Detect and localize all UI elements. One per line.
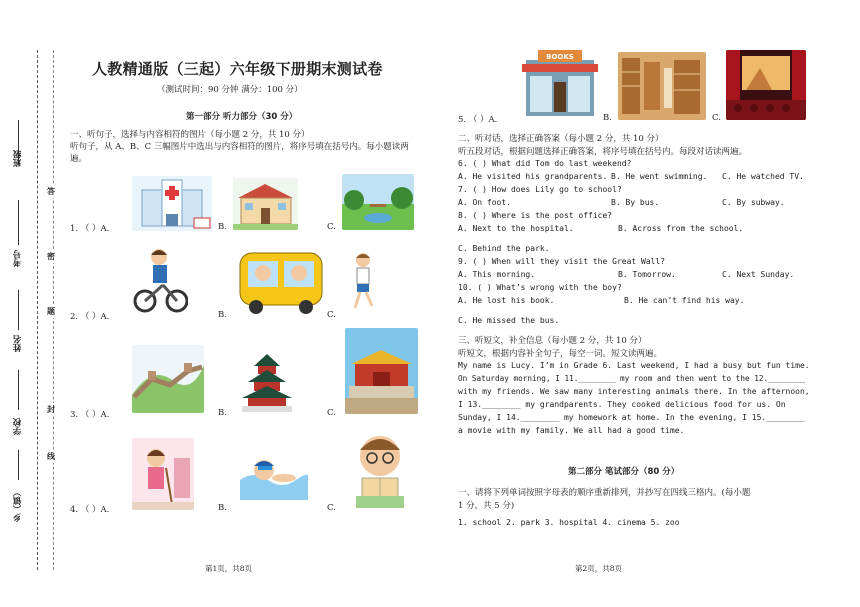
q8-option-c: C. Behind the park.	[458, 244, 550, 253]
boy-running-image	[345, 250, 380, 315]
passage-line: On Saturday morning, I 11.________ my room and then went to the 12.________	[458, 374, 806, 383]
passage-line: a movie with my family. We all had a good time.	[458, 426, 685, 435]
section2-instruction: 听五段对话，根据问题选择正确答案，将序号填在括号内。每段对话读两遍。	[458, 147, 748, 157]
bookstore-image	[522, 48, 598, 120]
school-label: 学校	[13, 418, 23, 435]
q10-option-a: A. He lost his book.	[458, 296, 555, 305]
q3-answer-blank[interactable]: （ ）	[80, 410, 101, 420]
seal-char: 题	[47, 307, 55, 316]
q10-question: 10. ( ) What’s wrong with the boy?	[458, 283, 622, 292]
part2-heading: 第二部分 笔试部分（80 分）	[568, 467, 680, 477]
girl-cleaning-image	[132, 438, 194, 510]
great-wall-image	[132, 345, 204, 413]
q6-option-b: B. He went swimming.	[611, 172, 708, 181]
exam-no-line	[18, 200, 19, 245]
seal-char: 答	[47, 187, 55, 196]
passage-line: Sunday, I 14.________ my homework at home. In the evening, I 15.________	[458, 413, 805, 422]
q3-option-b: B.	[218, 408, 227, 418]
boy-reading-image	[342, 428, 418, 510]
school-image	[233, 178, 298, 230]
passage-line: with my friends. We saw many interesting animals there. In the afternoon,	[458, 387, 810, 396]
boy-riding-bike-image	[133, 245, 188, 315]
q8-option-b: B. Across from the school.	[618, 224, 744, 233]
q6-question: 6. ( ) What did Tom do last weekend?	[458, 159, 632, 168]
section3-title: 三、听短文，补全信息（每小题 2 分，共 10 分）	[458, 336, 647, 346]
exam-no-label: 考号	[13, 250, 23, 267]
kids-on-bus-image	[236, 245, 326, 317]
q2-label: 2. （ ）A.	[70, 312, 110, 322]
q7-option-b: B. By bus.	[611, 198, 660, 207]
library-image	[618, 52, 706, 120]
forbidden-city-image	[345, 328, 418, 414]
word-list: 1. school 2. park 3. hospital 4. cinema 5. zoo	[458, 518, 680, 527]
seal-char: 线	[47, 452, 55, 461]
cinema-image	[726, 50, 806, 120]
park-image	[342, 174, 414, 230]
section1-instruction: 听句子，从 A、B、C 三幅图片中选出与内容相符的图片，将序号填在括号内。每小题读两遍。	[70, 142, 409, 164]
page-title: 人教精通版（三起）六年级下册期末测试卷	[92, 60, 383, 78]
town-line	[18, 450, 19, 480]
class-label: 班级	[13, 150, 23, 167]
q5-label: 5. （ ）A.	[458, 115, 498, 125]
exam-info: （测试时间：90 分钟 满分：100 分）	[157, 85, 303, 95]
q1-option-c: C.	[327, 222, 336, 232]
q3-label: 3. （ ）A.	[70, 410, 110, 420]
boy-swimming-image	[236, 440, 308, 510]
hospital-image	[132, 176, 212, 231]
seal-char: 封	[47, 405, 55, 414]
q1-answer-blank[interactable]: （ ）	[80, 224, 101, 234]
q1-label: 1. （ ）A.	[70, 224, 110, 234]
q2-answer-blank[interactable]: （ ）	[80, 312, 101, 322]
name-line	[18, 290, 19, 330]
part1-heading: 第一部分 听力部分（30 分）	[186, 112, 298, 122]
town-label: 乡（镇）	[13, 488, 23, 522]
svg-text:BOOKS: BOOKS	[546, 53, 574, 61]
part2-section1-title: 一、请将下列单词按照字母表的顺序重新排列，并抄写在四线三格内。(每小题	[458, 488, 751, 498]
q9-option-a: A. This morning.	[458, 270, 536, 279]
q4-answer-blank[interactable]: （ ）	[80, 505, 101, 515]
page-number-left: 第1页，共8页	[205, 564, 253, 573]
q5-answer-blank[interactable]: （ ）	[468, 115, 489, 125]
q4-option-c: C.	[327, 503, 336, 513]
q2-option-c: C.	[327, 310, 336, 320]
q7-option-c: C. By subway.	[722, 198, 785, 207]
q8-option-a: A. Next to the hospital.	[458, 224, 574, 233]
q3-option-c: C.	[327, 408, 336, 418]
part2-section1-title-cont: 1 分，共 5 分)	[458, 501, 515, 511]
q10-option-c: C. He missed the bus.	[458, 316, 560, 325]
q4-label: 4. （ ）A.	[70, 505, 110, 515]
passage-line: My name is Lucy. I’m in Grade 6. Last weekend, I had a busy but fun time.	[458, 361, 810, 370]
q8-question: 8. ( ) Where is the post office?	[458, 211, 613, 220]
section2-title: 二、听对话，选择正确答案（每小题 2 分，共 10 分）	[458, 134, 664, 144]
passage-line: I 13.________ my grandparents. They cooked delicious food for us. On	[458, 400, 786, 409]
q6-option-c: C. He watched TV.	[722, 172, 804, 181]
q10-option-b: B. He can’t find his way.	[624, 296, 745, 305]
q2-option-b: B.	[218, 310, 227, 320]
q9-question: 9. ( ) When will they visit the Great Wall?	[458, 257, 666, 266]
section3-instruction: 听短文，根据内容补全句子，每空一词。短文读两遍。	[458, 349, 663, 359]
q9-option-c: C. Next Sunday.	[722, 270, 795, 279]
section1-title: 一、听句子，选择与内容相符的图片（每小题 2 分，共 10 分）	[70, 130, 310, 140]
q9-option-b: B. Tomorrow.	[618, 270, 676, 279]
q5-option-b: B.	[603, 113, 612, 123]
school-line	[18, 370, 19, 410]
q5-option-c: C.	[712, 113, 721, 123]
q7-option-a: A. On foot.	[458, 198, 511, 207]
q7-question: 7. ( ) How does Lily go to school?	[458, 185, 622, 194]
q1-option-b: B.	[218, 222, 227, 232]
binding-dashed-line	[37, 50, 38, 570]
seal-char: 密	[47, 252, 55, 261]
q6-option-a: A. He visited his grandparents.	[458, 172, 608, 181]
temple-of-heaven-image	[236, 352, 298, 414]
page-number-right: 第2页，共8页	[575, 564, 623, 573]
name-label: 姓名	[13, 335, 23, 352]
q4-option-b: B.	[218, 503, 227, 513]
